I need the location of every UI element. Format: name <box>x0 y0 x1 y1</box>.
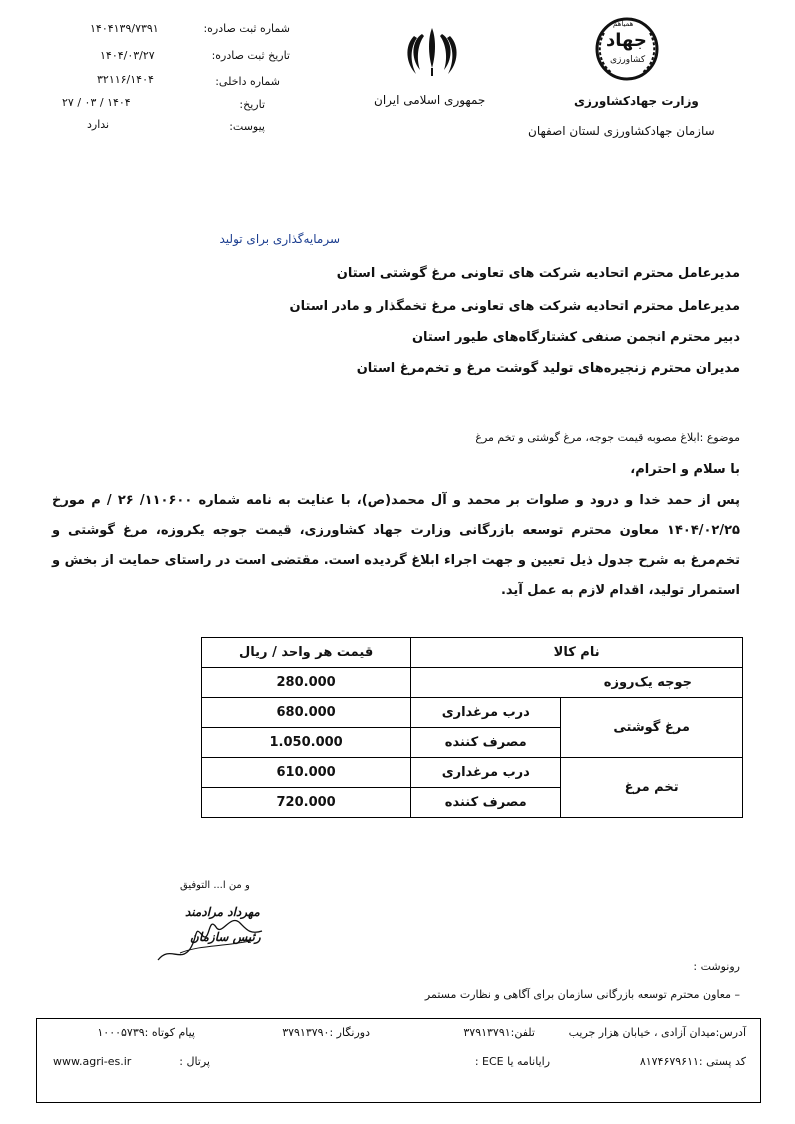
footer-sms: پیام کوتاه :۱۰۰۰۵۷۳۹ <box>97 1026 195 1039</box>
footer-box <box>36 1018 761 1103</box>
meta-value-attachment: ندارد <box>87 118 110 131</box>
greeting: با سلام و احترام، <box>630 462 740 477</box>
egg-consumer-label: مصرف کننده <box>411 788 561 818</box>
topic: موضوع :ابلاغ مصوبه قیمت جوجه، مرغ گوشتی و تخم مرغ <box>475 431 740 444</box>
chick-name: جوجه یک‌روزه <box>411 668 743 698</box>
meta-label-reg-date: تاریخ ثبت صادره: <box>211 49 290 62</box>
broiler-consumer-label: مصرف کننده <box>411 728 561 758</box>
meta-label-date: تاریخ: <box>239 98 265 111</box>
closing-phrase: و من ا... التوفیق <box>180 880 250 891</box>
meta-value-date: ۱۴۰۴ / ۰۳ / ۲۷ <box>62 96 131 109</box>
meta-value-internal-number: ۳۲۱۱۶/۱۴۰۴ <box>97 73 154 86</box>
footer-fax: دورنگار :۳۷۹۱۳۷۹۰ <box>282 1026 370 1039</box>
egg-farm-price: 610.000 <box>202 758 411 788</box>
logo-text-top: همیاهم <box>613 20 634 28</box>
recipient-2: مدیرعامل محترم اتحادیه شرکت های تعاونی مرغ تخمگذار و مادر استان <box>289 299 740 314</box>
price-table <box>201 637 743 818</box>
footer-postal: کد پستی :۸۱۷۴۶۷۹۶۱۱ <box>639 1055 746 1068</box>
meta-value-reg-number: ۱۴۰۴۱۳۹/۷۳۹۱ <box>90 22 159 35</box>
table-header-name: نام کالا <box>411 638 743 668</box>
cc-item: – معاون محترم توسعه بازرگانی سازمان برای آگاهی و نظارت مستمر <box>424 988 740 1001</box>
logo-text-main: جهاد <box>606 30 647 51</box>
footer-portal-label: پرتال : <box>179 1055 210 1068</box>
table-row <box>202 668 743 698</box>
footer-ece: رایانامه یا ECE : <box>474 1055 550 1068</box>
broiler-farm-price: 680.000 <box>202 698 411 728</box>
chick-price: 280.000 <box>202 668 411 698</box>
slogan: سرمایه‌گذاری برای تولید <box>219 232 340 246</box>
logo-text-bottom: کشاورزی <box>610 55 646 65</box>
egg-name: تخم مرغ <box>561 758 743 818</box>
meta-label-internal-number: شماره داخلی: <box>215 75 280 88</box>
egg-farm-label: درب مرغداری <box>411 758 561 788</box>
broiler-farm-label: درب مرغداری <box>411 698 561 728</box>
ministry-title: وزارت جهادکشاورزی <box>574 94 699 108</box>
footer-address: آدرس:میدان آزادی ، خیابان هزار جریب <box>568 1026 746 1039</box>
organization-title: سازمان جهادکشاورزی لستان اصفهان <box>528 124 715 138</box>
broiler-name: مرغ گوشتی <box>561 698 743 758</box>
signer-title: رئیس سازمان <box>190 930 261 944</box>
cc-label: رونوشت : <box>693 960 740 973</box>
egg-consumer-price: 720.000 <box>202 788 411 818</box>
broiler-consumer-price: 1.050.000 <box>202 728 411 758</box>
meta-label-attachment: پیوست: <box>229 120 265 133</box>
republic-title: جمهوری اسلامی ایران <box>374 93 486 107</box>
meta-value-reg-date: ۱۴۰۴/۰۳/۲۷ <box>100 49 155 62</box>
handwritten-signature <box>150 905 280 965</box>
footer-portal-link[interactable]: www.agri-es.ir <box>53 1055 132 1068</box>
recipient-3: دبیر محترم انجمن صنفی کشتارگاه‌های طیور استان <box>411 330 740 345</box>
table-row <box>202 698 743 728</box>
table-header-price: قیمت هر واحد / ریال <box>202 638 411 668</box>
letter-body: پس از حمد خدا و درود و صلوات بر محمد و آل محمد(ص)، با عنایت به نامه شماره ۱۱۰۶۰۰/ ۲۶ / م مورخ ۱۴۰۴/۰۲/۲۵ معاون محترم توسعه بازرگانی وزارت جهاد کشاورزی، قیمت جوجه یکروزه، مرغ گوشتی و تخم‌مرغ به شرح جدول ذیل تعیین و جهت اجراء ابلاغ گردیده است. مقتضی است در راستای حمایت از بخش و استمرار تولید، اقدام لازم به عمل آید. <box>52 493 741 598</box>
recipient-4: مدیران محترم زنجیره‌های تولید گوشت مرغ و تخم‌مرغ استان <box>356 361 740 376</box>
recipient-1: مدیرعامل محترم اتحادیه شرکت های تعاونی مرغ گوشتی استان <box>336 266 740 281</box>
table-header-row <box>202 638 743 668</box>
iran-emblem-icon <box>400 24 464 80</box>
table-row <box>202 758 743 788</box>
signer-name: مهرداد مرادمند <box>185 905 260 919</box>
meta-label-reg-number: شماره ثبت صادره: <box>203 22 290 35</box>
footer-phone: تلفن:۳۷۹۱۳۷۹۱ <box>463 1026 535 1039</box>
